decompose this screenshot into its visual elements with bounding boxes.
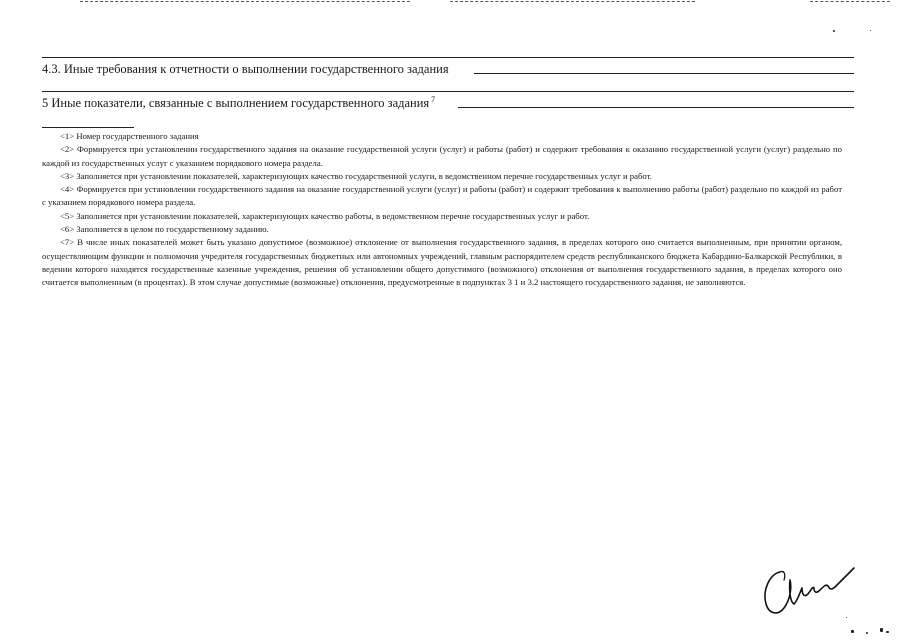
scan-speck (866, 632, 868, 634)
footnote-7: <7> В числе иных показателей может быть указано допустимое (возможное) отклонение от выполнения государственного задания, в пределах которого оно считается выполненным, при принятии органом, осуществляющим функции и полномочия учредителя государственных бюджетных или автономных учреждений, главным распорядителем средств республиканского бюджета Кабардино-Балкарской Республики, в ведении которого находятся государственные казенные учреждения, решения об установлении общего допустимого (возможного) отклонения от выполнения государственного задания, в пределах которого оно считается выполненным (в процентах). В этом случае допустимые (возможные) отклонения, предусмотренные в подпунктах 3 1 и 3.2 настоящего государственного задания, не заполняются. (42, 237, 842, 288)
scan-speck (880, 628, 883, 632)
footnote-2: <2> Формируется при установлении государственного задания на оказание государственной услуги (услуг) и работы (работ) и содержит требования к оказанию государственной услуги (услуг) раздельно по каждой из государственных услуг с указанием порядкового номера раздела. (42, 144, 842, 168)
top-scan-artifact-far (810, 1, 890, 2)
scan-speck (846, 617, 847, 618)
scan-speck (886, 631, 889, 633)
section-5-fill-line[interactable] (458, 107, 854, 108)
footnote-5: <5> Заполняется при установлении показателей, характеризующих качество работы, в ведомственном перечне государственных услуг и работ. (60, 210, 590, 221)
footnote-1: <1> Номер государственного задания (60, 131, 199, 141)
top-scan-artifact-right (450, 1, 695, 2)
footnote-6: <6> Заполняется в целом по государственному заданию. (60, 224, 269, 235)
scan-speck (833, 30, 835, 32)
top-scan-artifact-left (80, 1, 410, 2)
scan-speck (870, 30, 871, 31)
form-rule-top (42, 57, 854, 58)
footnote-3: <3> Заполняется при установлении показателей, характеризующих качество государственной услуги, в ведомственном перечне государственных услуг и работ. (60, 170, 652, 181)
footnote-separator (42, 127, 134, 128)
section-4-3-fill-line[interactable] (474, 73, 854, 74)
section-5-label-wrap (42, 96, 435, 110)
section-5-label: 5 Иные показатели, связанные с выполнением государственного задания (42, 96, 430, 110)
section-4-3-label: 4.3. Иные требования к отчетности о выполнении государственного задания (42, 62, 449, 76)
section-5-footnote-mark: 7 (431, 95, 436, 104)
scan-speck (851, 630, 854, 633)
footnote-4: <4> Формируется при установлении государственного задания на оказание государственной услуги (услуг) и работы (работ) и содержит требования к выполнению работы (работ) раздельно по каждой из работ с указанием порядкового номера раздела. (42, 184, 842, 208)
form-rule-middle (42, 91, 854, 92)
handwritten-signature (756, 560, 861, 620)
footnotes-block (42, 130, 842, 290)
